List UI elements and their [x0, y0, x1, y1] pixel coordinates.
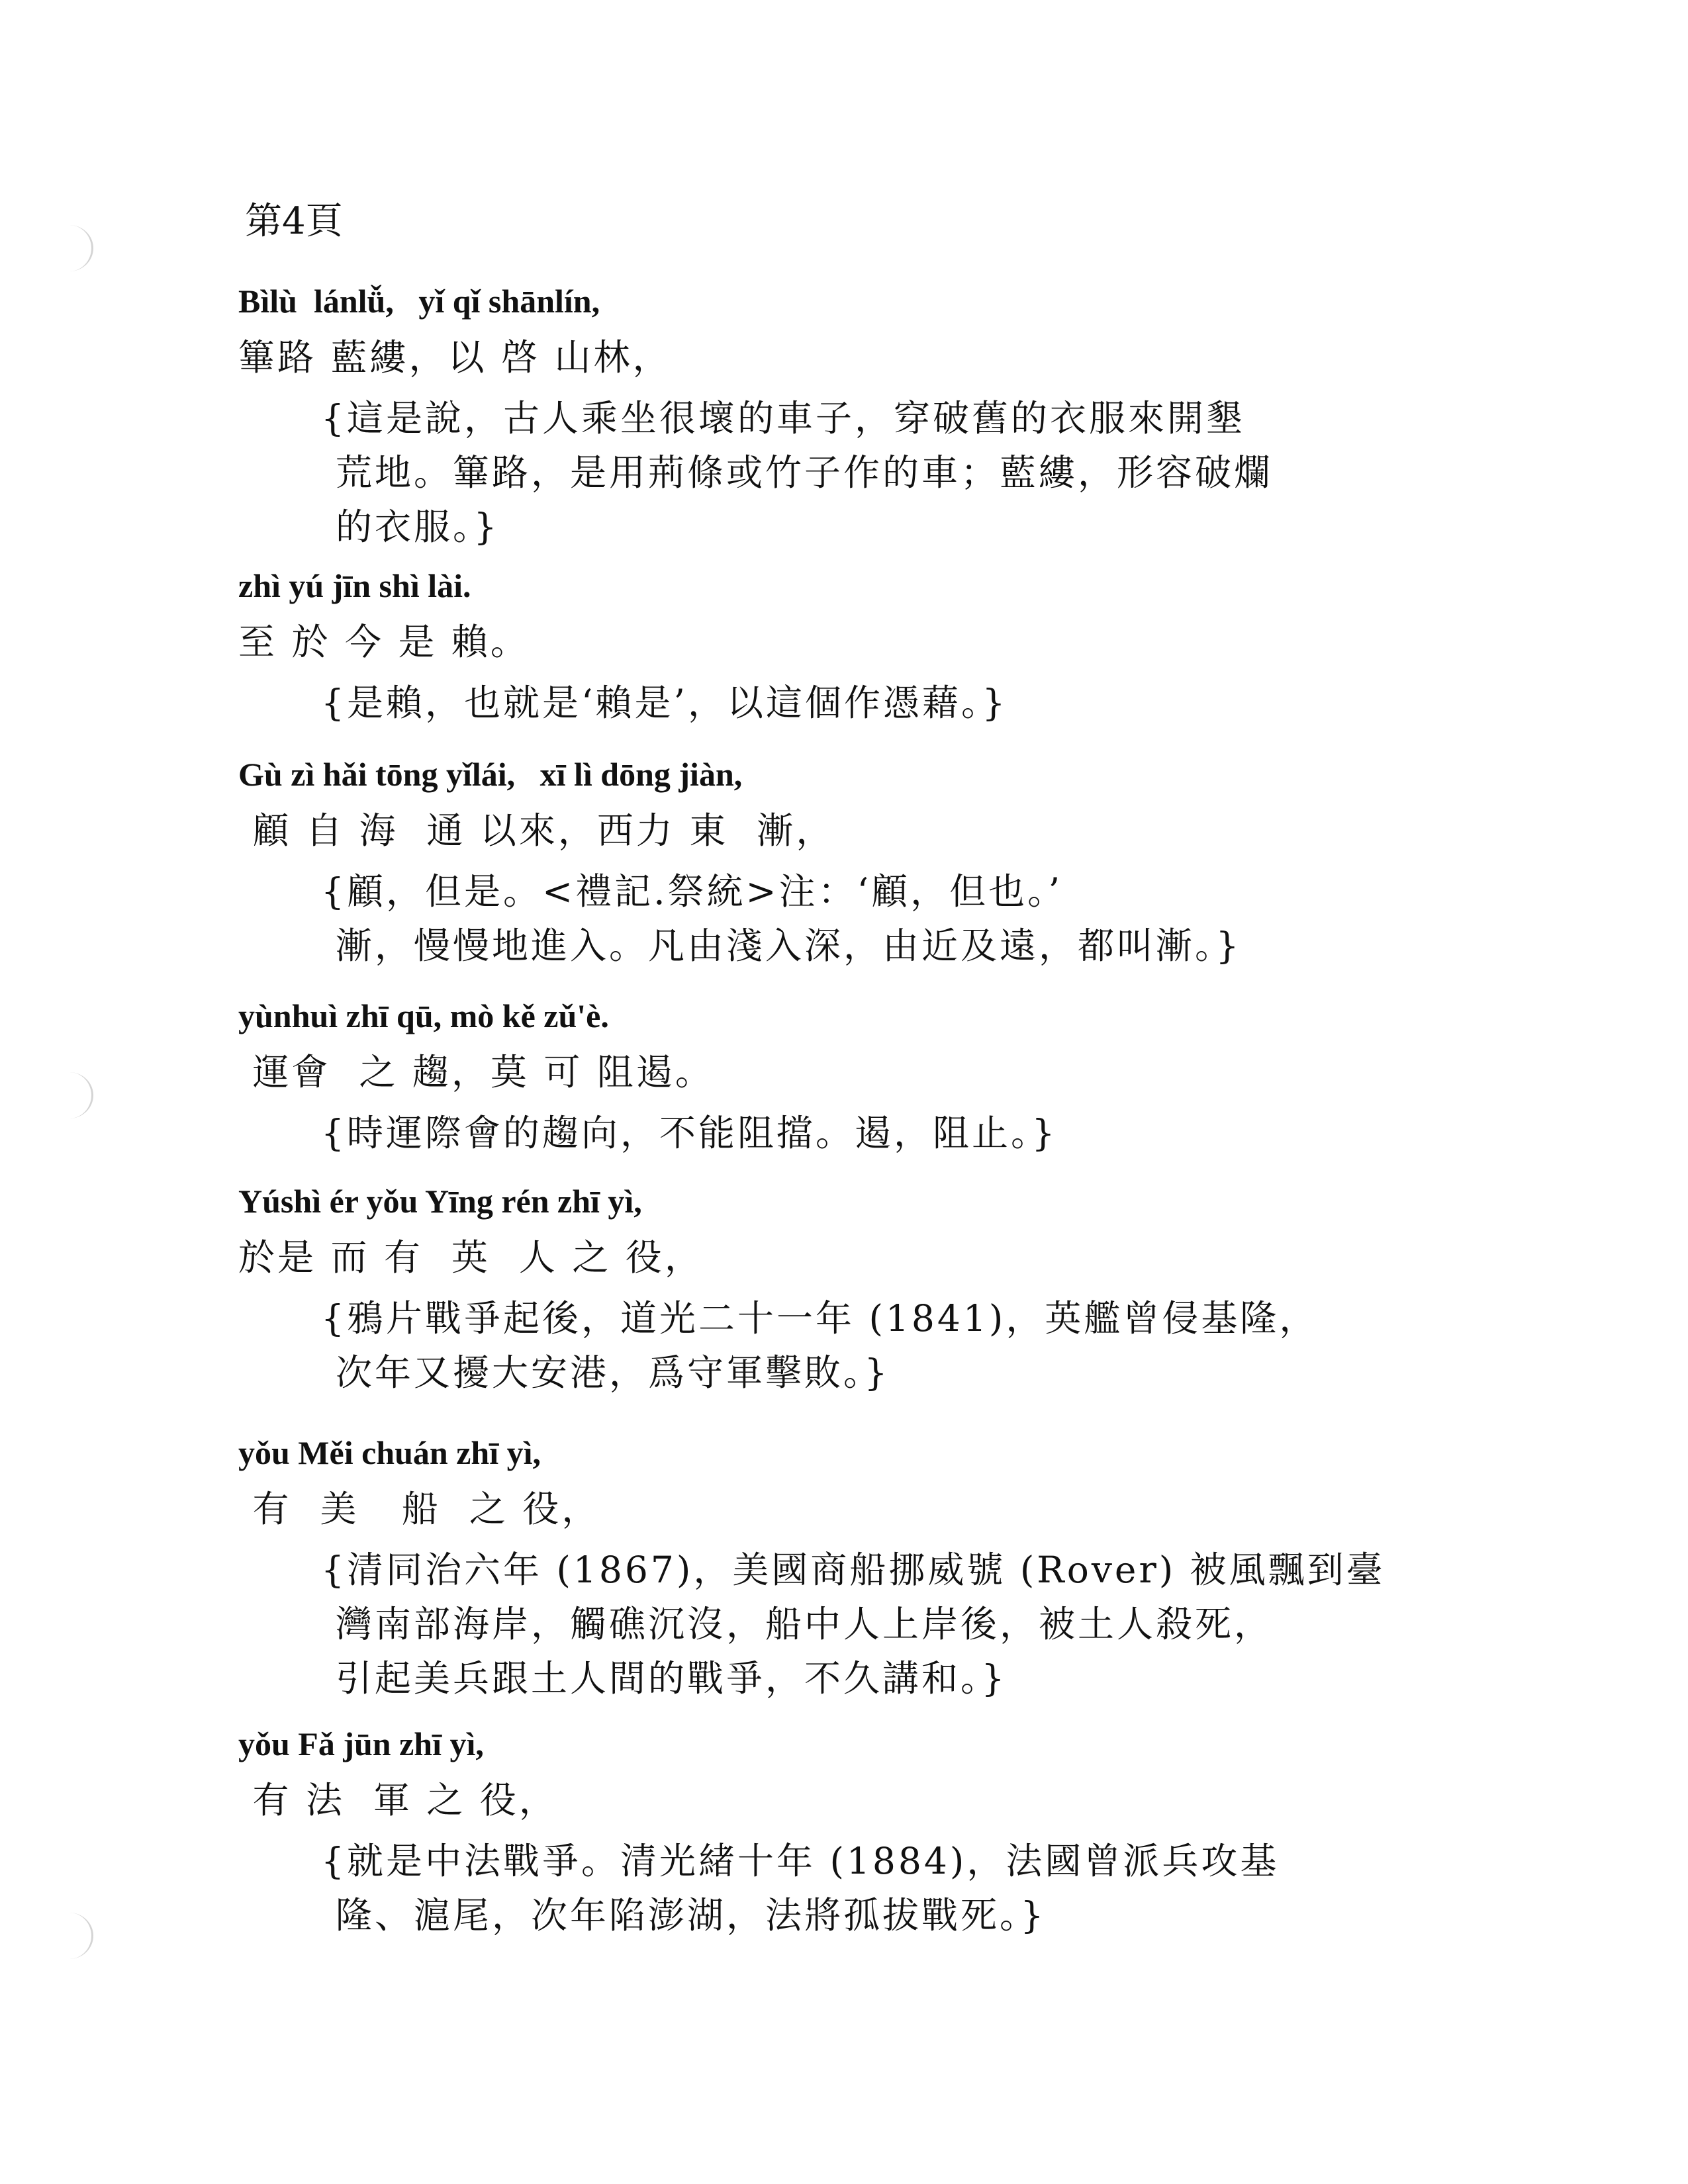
annotation-line: 次年又擾大安港，爲守軍擊敗。} — [336, 1351, 890, 1394]
pinyin-line: zhì yú jīn shì lài. — [238, 567, 471, 604]
annotation-line: 荒地。篳路，是用荊條或竹子作的車；藍縷，形容破爛 — [336, 451, 1274, 494]
binder-hole-top — [45, 225, 93, 271]
pinyin-line: Bìlù lánlǚ, yǐ qǐ shānlín, — [238, 283, 600, 320]
annotation-line: {這是說，古人乘坐很壞的車子，穿破舊的衣服來開墾 — [321, 397, 1245, 439]
chinese-line: 運會 之 趨，莫 可 阻遏。 — [238, 1051, 714, 1093]
annotation — [321, 1834, 1496, 1942]
annotation — [321, 1291, 1496, 1400]
chinese-line: 至 於 今 是 賴。 — [238, 621, 530, 663]
annotation-line: {時運際會的趨向，不能阻擋。遏，阻止。} — [321, 1112, 1058, 1154]
annotation-line: 灣南部海岸，觸礁沉沒，船中人上岸後，被土人殺死， — [336, 1603, 1274, 1645]
chinese-line: 於是 而 有 英 人 之 役， — [238, 1236, 704, 1279]
chinese-line: 有 法 軍 之 役， — [238, 1779, 558, 1821]
annotation — [321, 1543, 1496, 1706]
annotation — [321, 864, 1496, 973]
binder-hole-bottom — [45, 1913, 93, 1959]
chinese-line: 篳路 藍縷，以 啓 山林， — [238, 336, 672, 379]
verse-section — [238, 731, 1496, 973]
pinyin-line: Gù zì hǎi tōng yǐlái, xī lì dōng jiàn, — [238, 756, 743, 793]
binder-hole-middle — [45, 1072, 93, 1118]
annotation-line: {鴉片戰爭起後，道光二十一年 (1841)，英艦曾侵基隆， — [321, 1297, 1319, 1340]
annotation-line: {清同治六年 (1867)，美國商船挪威號 (Rover) 被風飄到臺 — [321, 1549, 1385, 1591]
annotation-line: 引起美兵跟土人間的戰爭，不久講和。} — [336, 1657, 1008, 1700]
chinese-line: 顧 自 海 通 以來，西力 東 漸， — [238, 809, 835, 852]
pinyin-line: Yúshì ér yǒu Yīng rén zhī yì, — [238, 1183, 642, 1220]
annotation — [321, 1106, 1496, 1160]
annotation-line: {是賴，也就是‘賴是’，以這個作憑藉。} — [321, 682, 1008, 724]
verse-section — [238, 1158, 1496, 1400]
page-number: 第4頁 — [245, 200, 343, 243]
annotation — [321, 391, 1496, 554]
pinyin-line: yùnhuì zhī qū, mò kě zǔ'è. — [238, 997, 609, 1034]
annotation-line: {就是中法戰爭。清光緒十年 (1884)，法國曾派兵攻基 — [321, 1840, 1280, 1882]
annotation — [321, 676, 1496, 730]
annotation-line: {顧，但是。<禮記.祭統>注：‘顧，但也。’ — [321, 870, 1063, 913]
pinyin-line: yǒu Fǎ jūn zhī yì, — [238, 1725, 484, 1762]
annotation-line: 漸，慢慢地進入。凡由淺入深，由近及遠，都叫漸。} — [336, 925, 1242, 967]
verse-section — [238, 1701, 1496, 1942]
annotation-line: 隆、滬尾，次年陷澎湖，法將孤拔戰死。} — [336, 1894, 1047, 1936]
verse-section — [238, 1410, 1496, 1706]
verse-section — [238, 543, 1496, 730]
verse-section — [238, 258, 1496, 554]
verse-section — [238, 973, 1496, 1160]
chinese-line: 有 美 船 之 役， — [238, 1488, 601, 1530]
annotation-line: 的衣服。} — [336, 506, 500, 548]
pinyin-line: yǒu Měi chuán zhī yì, — [238, 1434, 541, 1471]
